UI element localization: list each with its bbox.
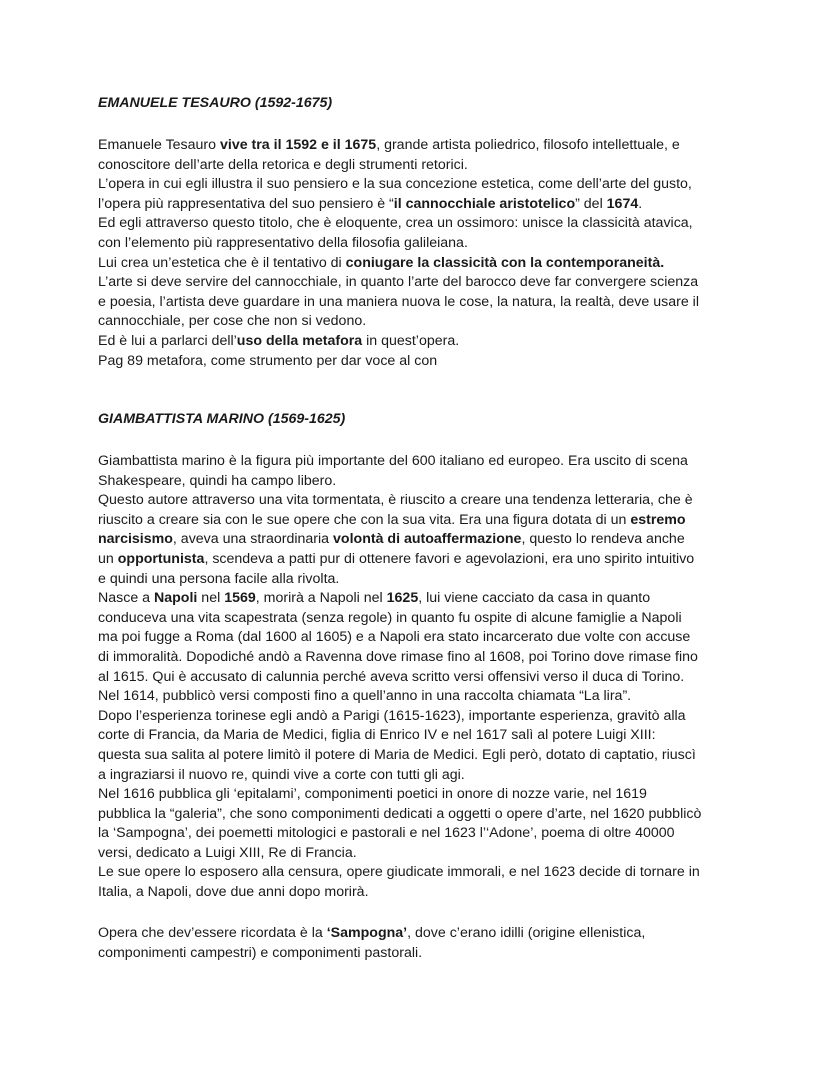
- text-run: , aveva una straordinaria: [172, 531, 334, 548]
- text-line: [98, 844, 738, 864]
- text-run: , grande artista poliedrico, filosofo intellettuale, e: [376, 137, 680, 153]
- bold-text: 1625: [386, 590, 419, 607]
- bold-text: il cannocchiale aristotelico: [393, 195, 576, 212]
- bold-text: coniugare la classicità con la contemporaneità.: [345, 254, 665, 271]
- text-run: L’arte si deve servire del cannocchiale, in quanto l’arte del barocco deve far convergere scienza: [98, 274, 699, 291]
- text-run: questa sua salita al potere limitò il potere di Maria de Medici. Egli però, dotato di captatio, riuscì: [98, 746, 696, 763]
- text-line: [98, 352, 738, 372]
- text-run: Nel 1614, pubblicò versi composti fino a quell’anno in una raccolta chiamata “La lira”.: [98, 688, 632, 705]
- text-run: cannocchiale, per cose che non si vedono.: [98, 313, 367, 330]
- section-title-marino: GIAMBATTISTA MARINO (1569-1625): [98, 411, 346, 427]
- section-title-tesauro: EMANUELE TESAURO (1592-1675): [98, 95, 333, 111]
- text-run: Giambattista marino è la figura più importante del 600 italiano ed europeo. Era uscito di scena: [98, 453, 688, 469]
- text-line: [98, 805, 738, 825]
- text-line: [98, 214, 738, 234]
- text-run: ma poi fugge a Roma (dal 1600 al 1605) e a Napoli era stato incarcerato due volte con accuse: [98, 629, 691, 646]
- text-line: [98, 687, 738, 707]
- bold-text: Napoli: [154, 590, 198, 607]
- text-run: di immoralità. Dopodiché andò a Ravenna dove rimase fino al 1608, poi Torino dove rimase fino: [98, 648, 698, 665]
- text-run: Questo autore attraverso una vita tormentata, è riuscito a creare una tendenza letteraria, che è: [98, 492, 693, 509]
- bold-text: ‘Sampogna’: [326, 925, 408, 941]
- text-run: e poesia, l’artista deve guardare in una maniera nuova le cose, la natura, la realtà, deve usare il: [98, 293, 699, 310]
- text-run: , lui viene cacciato da casa in quanto: [418, 590, 651, 607]
- text-line: [98, 883, 738, 903]
- text-line: [98, 668, 738, 688]
- text-run: riuscito a creare sia con le sue opere che con la sua vita. Era una figura dotata di un: [98, 511, 631, 528]
- text-line: [98, 234, 738, 254]
- text-run: , questo lo rendeva anche: [521, 531, 685, 548]
- text-run: in quest’opera.: [362, 332, 460, 349]
- text-run: a ingraziarsi il nuovo re, quindi vive a corte con tutti gli agi.: [98, 766, 465, 783]
- text-line: [98, 550, 738, 570]
- text-line: [98, 824, 738, 844]
- text-run: al 1615. Qui è accusato di calunnia perché aveva scritto versi offensivi verso il duca di Torino.: [98, 668, 685, 685]
- paragraph-marino: [98, 452, 738, 903]
- text-line: [98, 452, 738, 472]
- text-run: con l’elemento più rappresentativo della filosofia galileiana.: [98, 234, 468, 251]
- text-line: [98, 293, 738, 313]
- text-run: e quindi una persona facile alla rivolta.: [98, 570, 340, 587]
- bold-text: opportunista: [117, 550, 205, 567]
- text-line: [98, 648, 738, 668]
- text-run: pubblica la “galeria”, che sono componimenti dedicati a oggetti o opere d’arte, nel 1620 pubblicò: [98, 805, 702, 822]
- text-run: conduceva una vita scapestrata (senza regole) in quanto fu ospite di alcune famiglie a Napoli: [98, 609, 682, 626]
- text-line: [98, 472, 738, 492]
- paragraph-tesauro: [98, 136, 738, 371]
- text-run: Italia, a Napoli, dove due anni dopo morirà.: [98, 884, 369, 901]
- text-line: [98, 332, 738, 352]
- text-run: Opera che dev’essere ricordata è la: [98, 925, 327, 941]
- text-run: Lui crea un’estetica che è il tentativo di: [98, 254, 346, 271]
- text-run: L’opera in cui egli illustra il suo pensiero e la sua concezione estetica, come dell’arte del gusto,: [98, 176, 692, 193]
- text-line: [98, 273, 738, 293]
- text-line: [98, 726, 738, 746]
- text-line: [98, 766, 738, 786]
- text-run: l’opera più rappresentativa del suo pensiero è “: [98, 195, 394, 212]
- text-run: conoscitore dell’arte della retorica e degli strumenti retorici.: [98, 156, 468, 173]
- text-line: [98, 312, 738, 332]
- bold-text: 1569: [224, 590, 256, 607]
- text-line: [98, 156, 738, 176]
- text-line: [98, 511, 738, 531]
- text-line: [98, 195, 738, 215]
- bold-text: 1674: [606, 195, 639, 212]
- text-run: la ‘Sampogna’, dei poemetti mitologici e pastorali e nel 1623 l’‘Adone’, poema di oltre 40000: [98, 825, 675, 842]
- text-line: [98, 924, 738, 944]
- bold-text: vive tra il 1592 e il 1675: [220, 137, 377, 153]
- text-line: [98, 254, 738, 274]
- text-run: componimenti campestri) e componimenti pastorali.: [98, 944, 423, 961]
- text-run: .: [638, 195, 643, 212]
- text-line: [98, 944, 738, 964]
- text-run: ” del: [575, 195, 607, 212]
- bold-text: volontà di autoaffermazione: [333, 531, 522, 548]
- text-run: Le sue opere lo esposero alla censura, opere giudicate immorali, e nel 1623 decide di tornare in: [98, 864, 700, 881]
- text-run: Ed è lui a parlarci dell’: [98, 332, 237, 349]
- text-line: [98, 609, 738, 629]
- text-run: versi, dedicato a Luigi XIII, Re di Francia.: [98, 844, 357, 861]
- text-run: Shakespeare, quindi ha campo libero.: [98, 472, 337, 489]
- text-run: corte di Francia, da Maria de Medici, figlia di Enrico IV e nel 1617 salì al potere Luigi XIII:: [98, 727, 656, 744]
- text-line: [98, 746, 738, 766]
- text-line: [98, 628, 738, 648]
- text-run: Pag 89 metafora, come strumento per dar voce al con: [98, 352, 438, 369]
- text-line: [98, 570, 738, 590]
- text-run: Emanuele Tesauro: [98, 137, 220, 153]
- text-run: , morirà a Napoli nel: [255, 590, 387, 607]
- bold-text: estremo: [630, 511, 686, 528]
- text-line: [98, 707, 738, 727]
- text-line: [98, 863, 738, 883]
- text-run: Nasce a: [98, 590, 154, 607]
- paragraph-sampogna: [98, 924, 738, 963]
- text-line: [98, 589, 738, 609]
- text-run: , scendeva a patti pur di ottenere favori e agevolazioni, era uno spirito intuitivo: [204, 550, 695, 567]
- text-run: Dopo l’esperienza torinese egli andò a Parigi (1615-1623), importante esperienza, gravitò alla: [98, 707, 686, 724]
- text-line: [98, 136, 738, 156]
- text-run: , dove c’erano idilli (origine ellenistica,: [407, 925, 646, 941]
- text-line: [98, 175, 738, 195]
- text-line: [98, 491, 738, 511]
- text-line: [98, 785, 738, 805]
- bold-text: narcisismo: [98, 531, 173, 548]
- text-run: un: [98, 550, 118, 567]
- text-run: Ed egli attraverso questo titolo, che è eloquente, crea un ossimoro: unisce la classicità atavica,: [98, 215, 693, 232]
- text-run: nel: [197, 590, 225, 607]
- bold-text: uso della metafora: [236, 332, 363, 349]
- text-run: Nel 1616 pubblica gli ‘epitalami’, componimenti poetici in onore di nozze varie, nel 1619: [98, 786, 647, 803]
- text-line: [98, 530, 738, 550]
